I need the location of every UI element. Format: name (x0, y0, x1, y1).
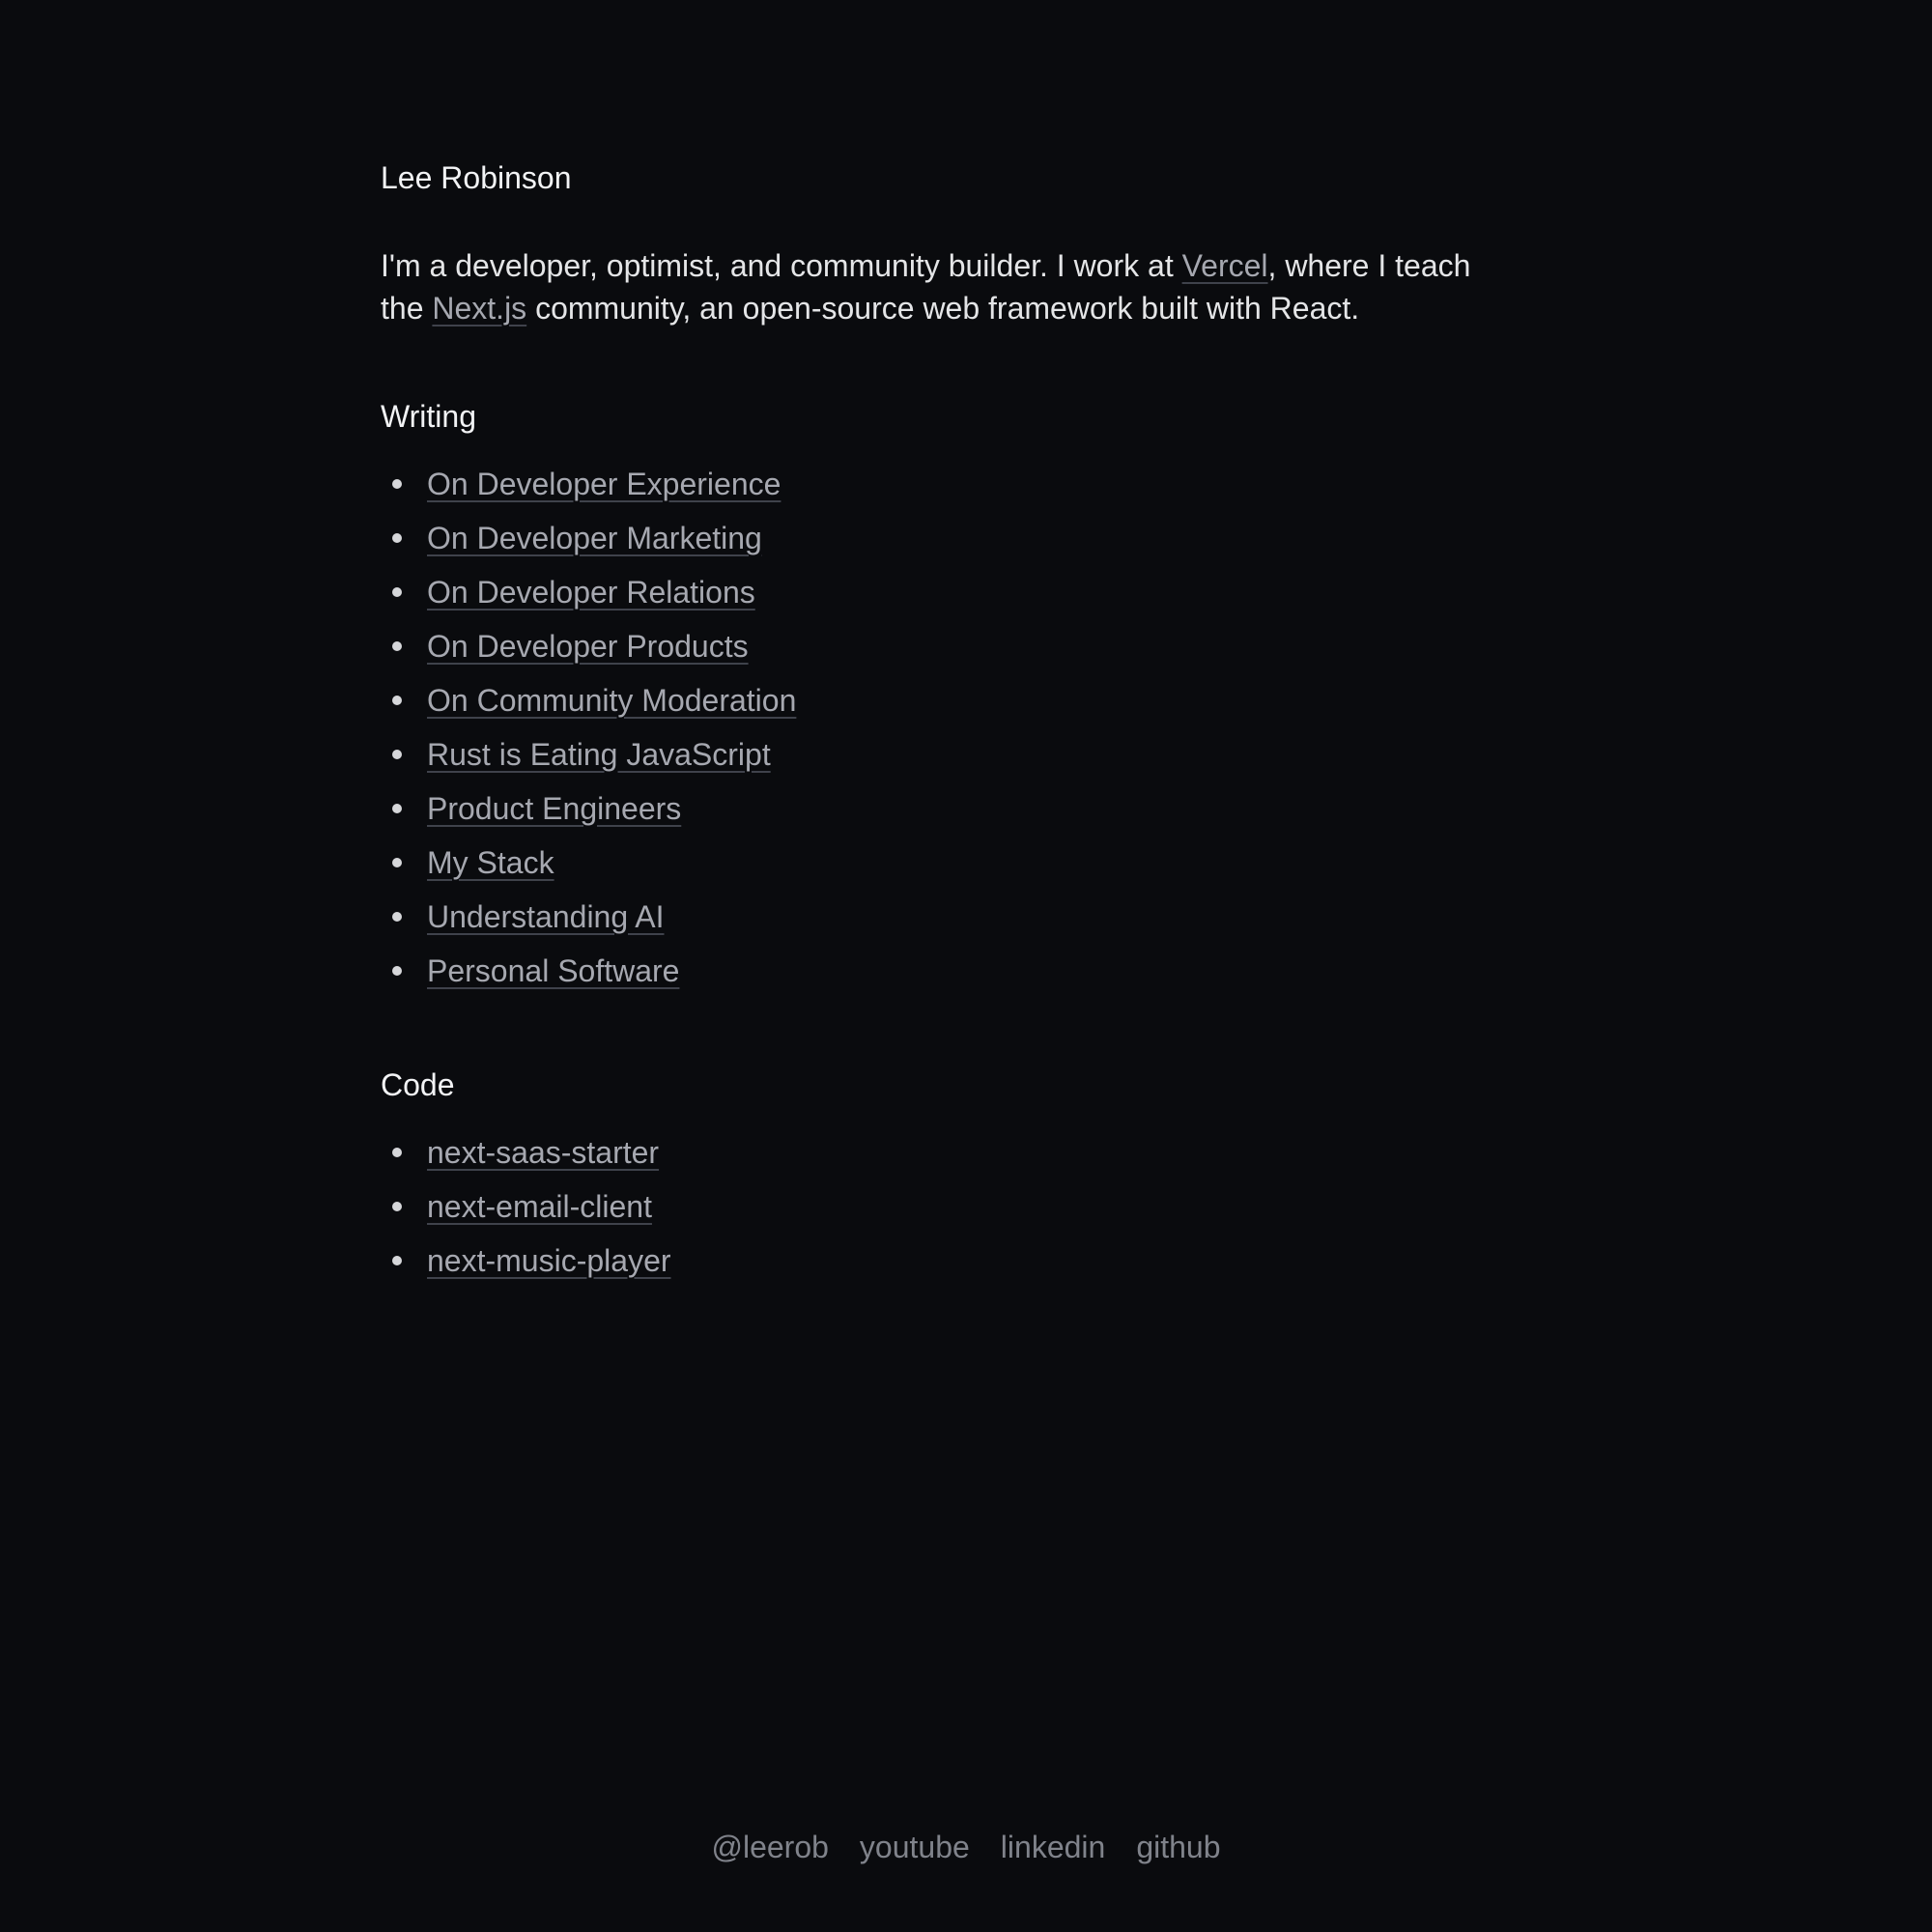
footer (0, 1824, 1932, 1870)
writing-heading: Writing (381, 399, 476, 434)
list-item (381, 1179, 1520, 1234)
bullet-icon (392, 966, 402, 976)
code-heading: Code (381, 1067, 455, 1102)
repo-link[interactable]: next-email-client (427, 1189, 652, 1224)
bullet-icon (392, 1256, 402, 1265)
bullet-icon (392, 479, 402, 489)
github-link[interactable]: github (1136, 1830, 1221, 1864)
post-link[interactable]: On Developer Experience (427, 467, 781, 501)
list-item (381, 890, 1520, 944)
linkedin-link[interactable]: linkedin (1000, 1830, 1106, 1864)
bullet-icon (392, 750, 402, 759)
bullet-icon (392, 1202, 402, 1211)
post-link[interactable]: Understanding AI (427, 899, 665, 934)
twitter-link[interactable]: @leerob (711, 1830, 829, 1864)
list-item (381, 565, 1520, 619)
bullet-icon (392, 1148, 402, 1157)
code-list (381, 1125, 1520, 1288)
list-item (381, 944, 1520, 998)
youtube-link[interactable]: youtube (859, 1830, 970, 1864)
intro-paragraph (381, 244, 1520, 329)
repo-link[interactable]: next-music-player (427, 1243, 671, 1278)
repo-link[interactable]: next-saas-starter (427, 1135, 660, 1170)
bullet-icon (392, 858, 402, 867)
post-link[interactable]: On Developer Relations (427, 575, 755, 610)
list-item (381, 836, 1520, 890)
post-link[interactable]: Rust is Eating JavaScript (427, 737, 771, 772)
post-link[interactable]: Product Engineers (427, 791, 682, 826)
list-item (381, 673, 1520, 727)
post-link[interactable]: On Developer Products (427, 629, 749, 664)
list-item (381, 511, 1520, 565)
bullet-icon (392, 804, 402, 813)
list-item (381, 457, 1520, 511)
post-link[interactable]: My Stack (427, 845, 554, 880)
intro-text-1: I'm a developer, optimist, and community builder. I work at (381, 248, 1182, 283)
post-link[interactable]: Personal Software (427, 953, 680, 988)
list-item (381, 619, 1520, 673)
bullet-icon (392, 696, 402, 705)
nextjs-link[interactable]: Next.js (432, 291, 527, 326)
list-item (381, 781, 1520, 836)
main-content (381, 153, 1520, 1288)
bullet-icon (392, 533, 402, 543)
intro-text-3: community, an open-source web framework built with React. (526, 291, 1360, 326)
vercel-link[interactable]: Vercel (1181, 248, 1268, 283)
list-item (381, 1125, 1520, 1179)
post-link[interactable]: On Developer Marketing (427, 521, 762, 555)
writing-list (381, 457, 1520, 998)
bullet-icon (392, 587, 402, 597)
bullet-icon (392, 912, 402, 922)
bullet-icon (392, 641, 402, 651)
site-title: Lee Robinson (381, 160, 572, 195)
intro-text-2: , where I teach the (381, 248, 1471, 326)
post-link[interactable]: On Community Moderation (427, 683, 797, 718)
list-item (381, 1234, 1520, 1288)
list-item (381, 727, 1520, 781)
